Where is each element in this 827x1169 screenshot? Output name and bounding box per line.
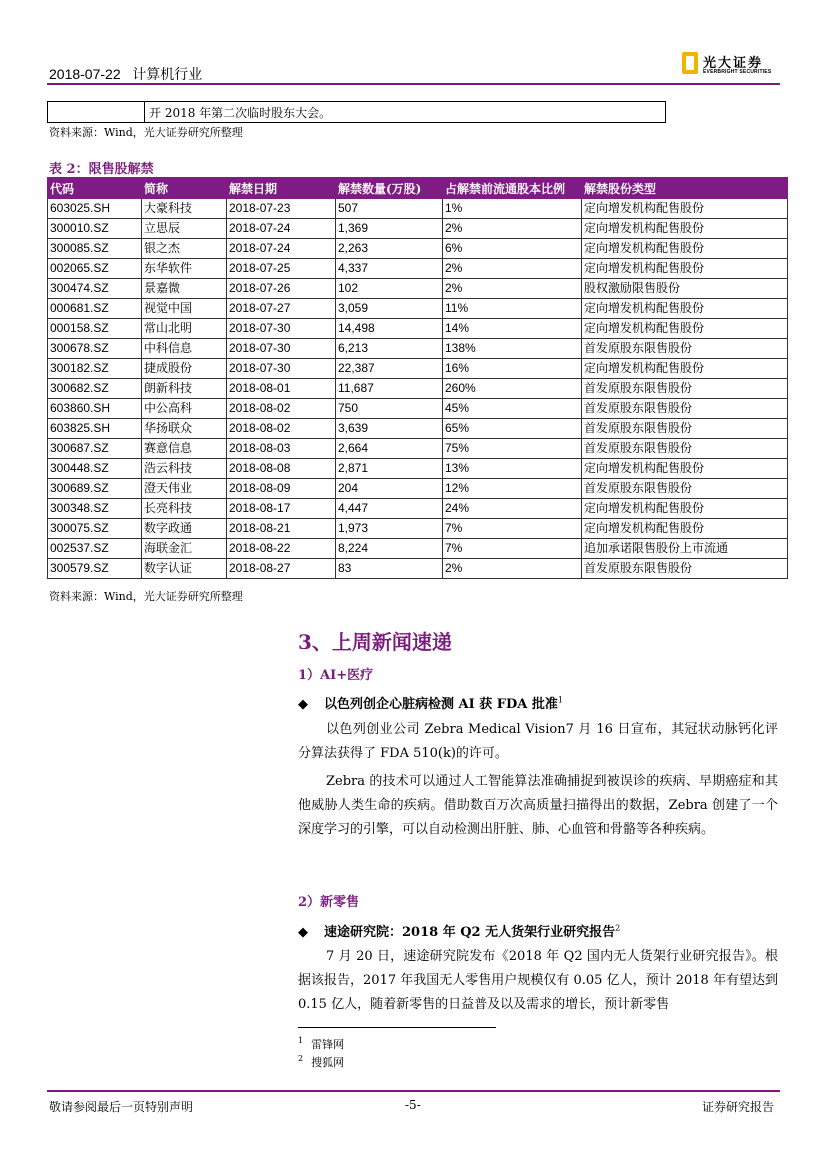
cell-date: 2018-08-02 <box>227 419 336 439</box>
cell-quantity: 507 <box>336 199 443 219</box>
diamond-bullet-icon: ◆ <box>298 925 308 940</box>
news-item-1 <box>298 693 563 712</box>
section-title: 3、上周新闻速递 <box>298 630 452 654</box>
cell-code: 300010.SZ <box>48 219 142 239</box>
cell-date: 2018-07-27 <box>227 299 336 319</box>
cell-quantity: 11,687 <box>336 379 443 399</box>
cell-quantity: 3,639 <box>336 419 443 439</box>
cell-date: 2018-08-08 <box>227 459 336 479</box>
cell-date: 2018-07-24 <box>227 239 336 259</box>
previous-table-continuation <box>47 101 666 123</box>
cell-type: 首发原股东限售股份 <box>582 339 788 359</box>
cell-ratio: 11% <box>443 299 582 319</box>
cell-code: 300687.SZ <box>48 439 142 459</box>
cell-quantity: 83 <box>336 559 443 579</box>
cell-quantity: 1,369 <box>336 219 443 239</box>
footnote-1 <box>298 1036 344 1052</box>
table-header-row <box>48 178 788 199</box>
cell-type: 定向增发机构配售股份 <box>582 499 788 519</box>
cell-code: 300689.SZ <box>48 479 142 499</box>
cell-type: 首发原股东限售股份 <box>582 399 788 419</box>
cell-name: 中科信息 <box>142 339 227 359</box>
cell-date: 2018-07-25 <box>227 259 336 279</box>
cell-code: 300075.SZ <box>48 519 142 539</box>
lifted-shares-table <box>47 177 788 579</box>
cell-type: 股权激励限售股份 <box>582 279 788 299</box>
cell-date: 2018-07-30 <box>227 359 336 379</box>
cell-quantity: 3,059 <box>336 299 443 319</box>
cell-date: 2018-08-22 <box>227 539 336 559</box>
cell-type: 首发原股东限售股份 <box>582 439 788 459</box>
cell-type: 定向增发机构配售股份 <box>582 259 788 279</box>
cell-date: 2018-08-27 <box>227 559 336 579</box>
cell-date: 2018-07-30 <box>227 319 336 339</box>
table-row <box>48 339 788 359</box>
cell-type: 首发原股东限售股份 <box>582 559 788 579</box>
cell-ratio: 12% <box>443 479 582 499</box>
cell-quantity: 2,871 <box>336 459 443 479</box>
cell-name: 长亮科技 <box>142 499 227 519</box>
cell-type: 定向增发机构配售股份 <box>582 219 788 239</box>
cell-date: 2018-08-21 <box>227 519 336 539</box>
source-note-2: 资料来源：Wind，光大证券研究所整理 <box>49 590 243 603</box>
table-row <box>48 419 788 439</box>
table-row <box>48 319 788 339</box>
cell-date: 2018-07-30 <box>227 339 336 359</box>
cell-code: 300182.SZ <box>48 359 142 379</box>
header-type: 解禁股份类型 <box>582 178 788 199</box>
cell-ratio: 2% <box>443 559 582 579</box>
footer-disclaimer: 敬请参阅最后一页特别声明 <box>49 1100 194 1114</box>
cell-ratio: 75% <box>443 439 582 459</box>
cell-date: 2018-07-23 <box>227 199 336 219</box>
cell-type: 定向增发机构配售股份 <box>582 319 788 339</box>
news-1-body-2 <box>298 770 778 842</box>
cell-name: 大豪科技 <box>142 199 227 219</box>
cell-date: 2018-08-03 <box>227 439 336 459</box>
table-row <box>48 219 788 239</box>
company-logo <box>682 52 780 76</box>
header-quantity: 解禁数量(万股) <box>336 178 443 199</box>
news-2-body <box>298 945 778 1017</box>
table-row <box>48 359 788 379</box>
news-title-1: 以色列创企心脏病检测 AI 获 FDA 批准 <box>324 697 558 712</box>
cell-ratio: 138% <box>443 339 582 359</box>
header-date: 解禁日期 <box>227 178 336 199</box>
logo-cn-text: 光大证券 <box>703 56 764 71</box>
cell-date: 2018-08-02 <box>227 399 336 419</box>
cell-name: 华扬联众 <box>142 419 227 439</box>
cell-type: 追加承诺限售股份上市流通 <box>582 539 788 559</box>
cell-ratio: 1% <box>443 199 582 219</box>
table-row <box>48 199 788 219</box>
cell-name: 景嘉微 <box>142 279 227 299</box>
footnote-ref-2: 2 <box>615 923 621 933</box>
subsection-ai-medical: 1）AI+医疗 <box>298 668 374 683</box>
news-1-body <box>298 718 778 766</box>
cell-code: 603860.SH <box>48 399 142 419</box>
logo-mark-icon <box>682 52 698 74</box>
cell-ratio: 2% <box>443 279 582 299</box>
footnote-divider <box>298 1027 496 1028</box>
cell-type: 定向增发机构配售股份 <box>582 299 788 319</box>
table-row <box>48 499 788 519</box>
cell-date: 2018-07-26 <box>227 279 336 299</box>
table-row <box>48 299 788 319</box>
cell-date: 2018-07-24 <box>227 219 336 239</box>
cell-name: 朗新科技 <box>142 379 227 399</box>
cell-quantity: 4,447 <box>336 499 443 519</box>
cell-ratio: 65% <box>443 419 582 439</box>
cell-code: 002537.SZ <box>48 539 142 559</box>
cell-code: 300448.SZ <box>48 459 142 479</box>
cell-type: 定向增发机构配售股份 <box>582 459 788 479</box>
paragraph-1: 以色列创业公司 Zebra Medical Vision7 月 16 日宣布，其冠状动脉钙化评分算法获得了 FDA 510(k)的许可。 <box>298 722 778 761</box>
cell-name: 赛意信息 <box>142 439 227 459</box>
table-row <box>48 239 788 259</box>
cell-ratio: 24% <box>443 499 582 519</box>
cell-code: 300682.SZ <box>48 379 142 399</box>
cell-name: 数字政通 <box>142 519 227 539</box>
cell-type: 首发原股东限售股份 <box>582 379 788 399</box>
cell-ratio: 14% <box>443 319 582 339</box>
cell-name: 澄天伟业 <box>142 479 227 499</box>
cell-code: 000681.SZ <box>48 299 142 319</box>
cell-date: 2018-08-17 <box>227 499 336 519</box>
cell-quantity: 102 <box>336 279 443 299</box>
cell-code: 603825.SH <box>48 419 142 439</box>
footnote-2 <box>298 1054 344 1070</box>
cell-ratio: 45% <box>443 399 582 419</box>
cell-type: 首发原股东限售股份 <box>582 479 788 499</box>
report-date: 2018-07-22 <box>49 66 121 82</box>
footer-divider <box>47 1090 780 1092</box>
cell-type: 定向增发机构配售股份 <box>582 519 788 539</box>
news-title-2: 速途研究院：2018 年 Q2 无人货架行业研究报告 <box>324 925 616 940</box>
cell-ratio: 16% <box>443 359 582 379</box>
table-row <box>48 559 788 579</box>
cell-code: 300474.SZ <box>48 279 142 299</box>
cell-quantity: 22,387 <box>336 359 443 379</box>
cell-code: 300579.SZ <box>48 559 142 579</box>
footnote-num-1: 1 <box>298 1036 304 1045</box>
cell-name: 中公高科 <box>142 399 227 419</box>
paragraph-3: 7 月 20 日，速途研究院发布《2018 年 Q2 国内无人货架行业研究报告》。根据该报告，2017 年我国无人零售用户规模仅有 0.05 亿人，预计 2018 年有望达到 0.15 亿人，随着新零售的日益普及以及需求的增长，预计新零售 <box>298 949 778 1012</box>
cell-quantity: 8,224 <box>336 539 443 559</box>
cell-type: 定向增发机构配售股份 <box>582 359 788 379</box>
diamond-bullet-icon: ◆ <box>298 697 308 712</box>
cell-date: 2018-08-01 <box>227 379 336 399</box>
subsection-new-retail: 2）新零售 <box>298 895 360 910</box>
cell-quantity: 6,213 <box>336 339 443 359</box>
header-name: 简称 <box>142 178 227 199</box>
cell-name: 浩云科技 <box>142 459 227 479</box>
cell-date: 2018-08-09 <box>227 479 336 499</box>
logo-en-text: EVERBRIGHT SECURITIES <box>703 69 772 75</box>
cell-code: 000158.SZ <box>48 319 142 339</box>
footnote-text-1: 雷锋网 <box>311 1038 345 1051</box>
table-title: 表 2：限售股解禁 <box>49 162 154 177</box>
cell-name: 常山北明 <box>142 319 227 339</box>
cell-name: 捷成股份 <box>142 359 227 379</box>
news-item-2 <box>298 921 620 940</box>
cell-code: 300085.SZ <box>48 239 142 259</box>
cell-code: 300348.SZ <box>48 499 142 519</box>
cell-type: 定向增发机构配售股份 <box>582 239 788 259</box>
cell-type: 首发原股东限售股份 <box>582 419 788 439</box>
page-number: -5- <box>405 1098 421 1112</box>
footnote-num-2: 2 <box>298 1054 304 1063</box>
cell-code: 300678.SZ <box>48 339 142 359</box>
cell-ratio: 7% <box>443 519 582 539</box>
cell-name: 视觉中国 <box>142 299 227 319</box>
footer-report-type: 证券研究报告 <box>702 1100 775 1114</box>
header-date-industry <box>49 64 202 84</box>
table-row <box>48 459 788 479</box>
table-row <box>48 279 788 299</box>
cell-code: 603025.SH <box>48 199 142 219</box>
cell-ratio: 2% <box>443 219 582 239</box>
table-row <box>48 539 788 559</box>
empty-cell <box>48 102 145 122</box>
cell-ratio: 13% <box>443 459 582 479</box>
table-row <box>48 379 788 399</box>
header-divider <box>47 83 780 85</box>
cell-quantity: 14,498 <box>336 319 443 339</box>
table-row <box>48 439 788 459</box>
cell-ratio: 260% <box>443 379 582 399</box>
cell-type: 定向增发机构配售股份 <box>582 199 788 219</box>
table-row <box>48 399 788 419</box>
cell-quantity: 2,664 <box>336 439 443 459</box>
header-ratio: 占解禁前流通股本比例 <box>443 178 582 199</box>
footnote-text-2: 搜狐网 <box>311 1056 345 1069</box>
cell-quantity: 750 <box>336 399 443 419</box>
footnote-ref-1: 1 <box>557 695 563 705</box>
cell-ratio: 2% <box>443 259 582 279</box>
cell-name: 银之杰 <box>142 239 227 259</box>
cell-name: 数字认证 <box>142 559 227 579</box>
table-row <box>48 479 788 499</box>
source-note-1: 资料来源：Wind，光大证券研究所整理 <box>49 126 243 139</box>
industry-label: 计算机行业 <box>132 66 203 82</box>
cell-quantity: 204 <box>336 479 443 499</box>
cell-ratio: 7% <box>443 539 582 559</box>
cell-name: 立思辰 <box>142 219 227 239</box>
paragraph-2: Zebra 的技术可以通过人工智能算法准确捕捉到被误诊的疾病、早期癌症和其他威胁人类生命的疾病。借助数百万次高质量扫描得出的数据，Zebra 创建了一个深度学习的引擎，可以自动检测出肝脏、肺、心血管和骨骼等各种疾病。 <box>298 774 778 837</box>
header-code: 代码 <box>48 178 142 199</box>
cell-ratio: 6% <box>443 239 582 259</box>
table-row <box>48 519 788 539</box>
continuation-text: 开 2018 年第二次临时股东大会。 <box>149 106 332 120</box>
cell-quantity: 2,263 <box>336 239 443 259</box>
cell-quantity: 1,973 <box>336 519 443 539</box>
cell-name: 东华软件 <box>142 259 227 279</box>
cell-code: 002065.SZ <box>48 259 142 279</box>
cell-name: 海联金汇 <box>142 539 227 559</box>
table-row <box>48 259 788 279</box>
cell-quantity: 4,337 <box>336 259 443 279</box>
